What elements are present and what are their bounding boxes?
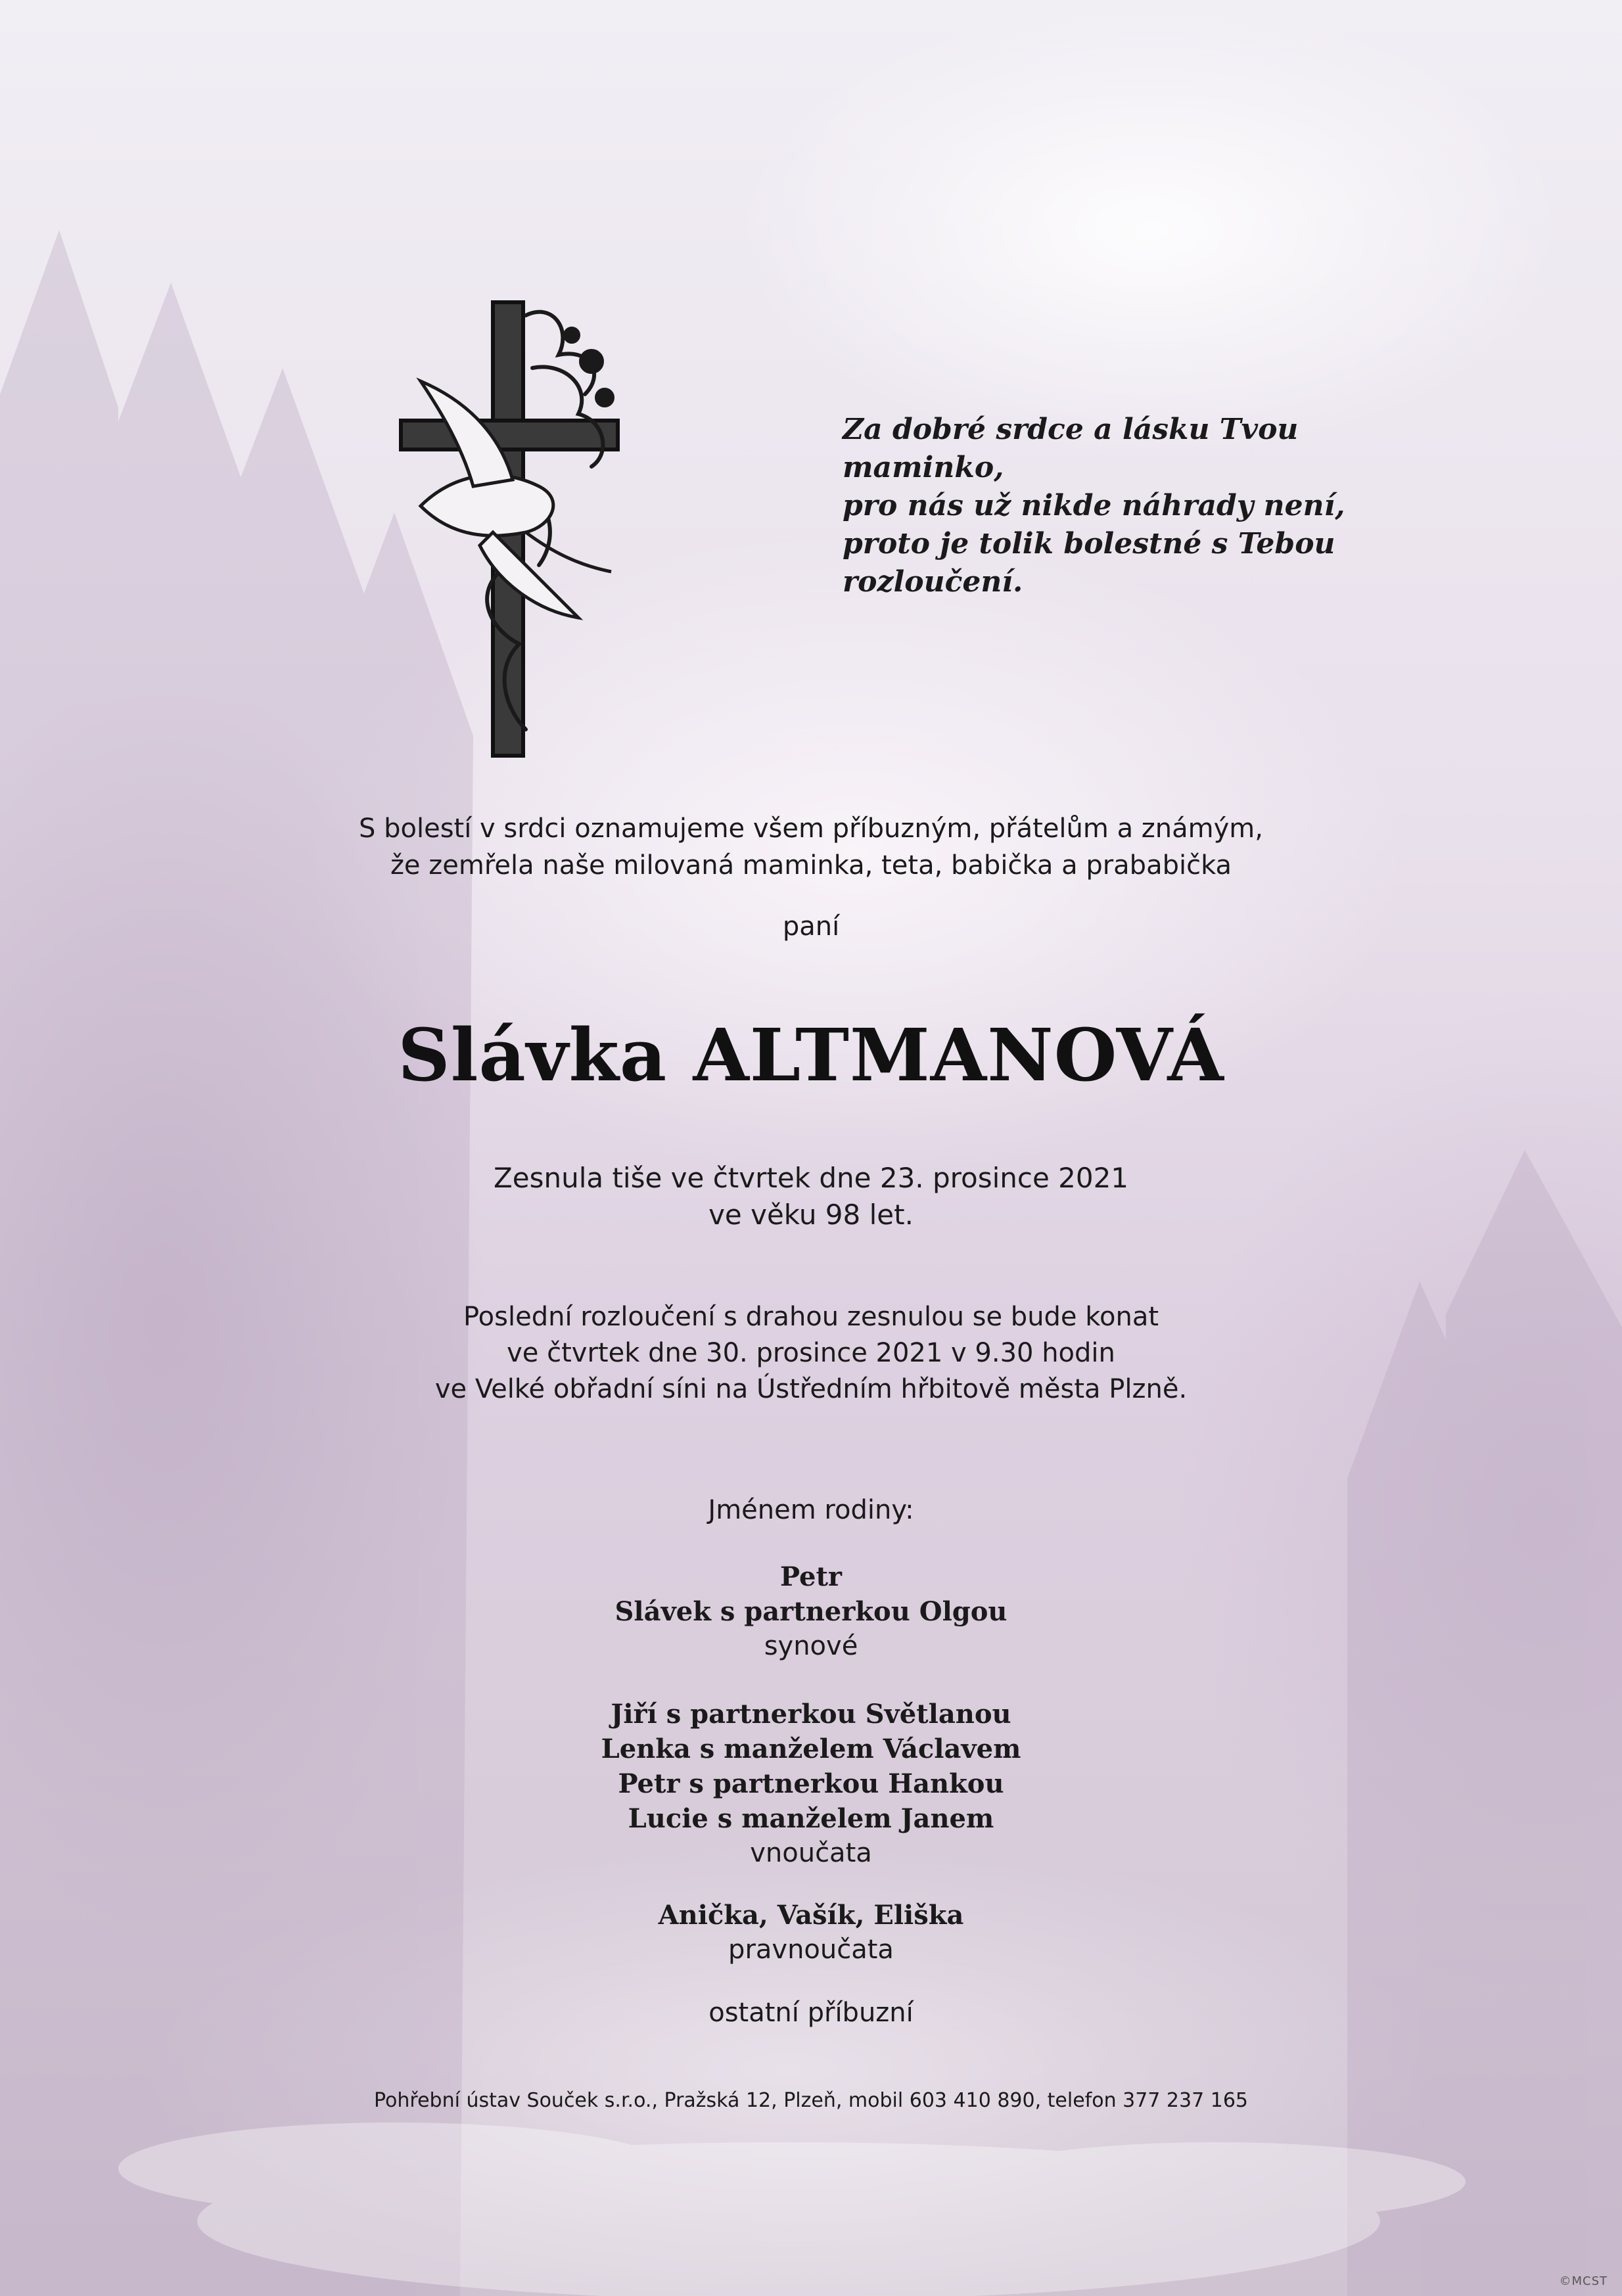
family-relation: synové: [764, 1631, 858, 1661]
death-notice: [0, 1160, 1622, 1233]
verse-line: pro nás už nikde náhrady není,: [843, 489, 1345, 522]
copyright-mark: ©MCST: [1559, 2274, 1608, 2288]
announcement-line: S bolestí v srdci oznamujeme všem příbuzným, přátelům a známým,: [359, 814, 1263, 844]
funeral-home-footer: Pohřební ústav Souček s.r.o., Pražská 12, Plzeň, mobil 603 410 890, telefon 377 237 165: [374, 2089, 1248, 2112]
family-member: Jiří s partnerkou Světlanou: [611, 1699, 1011, 1730]
family-member: Slávek s partnerkou Olgou: [614, 1596, 1008, 1627]
funeral-line: Poslední rozloučení s drahou zesnulou se bude konat: [463, 1302, 1159, 1332]
verse-line: maminko,: [843, 451, 1004, 484]
death-notice-line: Zesnula tiše ve čtvrtek dne 23. prosince 2021: [493, 1162, 1129, 1194]
cross-with-dove-icon: [394, 289, 631, 769]
family-member: Lucie s manželem Janem: [628, 1803, 994, 1834]
family-member: Petr s partnerkou Hankou: [618, 1768, 1004, 1799]
funeral-line: ve Velké obřadní síni na Ústředním hřbitově města Plzně.: [434, 1374, 1188, 1404]
family-group-great-grandchildren: [0, 1898, 1622, 1967]
family-member: Lenka s manželem Václavem: [601, 1733, 1021, 1764]
honorific: paní: [782, 911, 840, 942]
deceased-name: Slávka ALTMANOVÁ: [398, 1013, 1224, 1097]
verse-line: rozloučení.: [843, 565, 1023, 599]
family-group-sons: [0, 1559, 1622, 1664]
family-member: Petr: [779, 1561, 842, 1592]
other-relatives: ostatní příbuzní: [708, 1998, 914, 2028]
announcement-line: že zemřela naše milovaná maminka, teta, babička a prababička: [390, 850, 1232, 881]
family-member: Anička, Vašík, Eliška: [658, 1900, 964, 1931]
death-notice-line: ve věku 98 let.: [708, 1199, 914, 1231]
verse-line: proto je tolik bolestné s Tebou: [843, 527, 1335, 561]
memorial-verse: [843, 411, 1434, 601]
funeral-details: [0, 1299, 1622, 1408]
funeral-line: ve čtvrtek dne 30. prosince 2021 v 9.30 hodin: [507, 1338, 1115, 1368]
family-relation: pravnoučata: [728, 1935, 894, 1965]
family-relation: vnoučata: [750, 1838, 872, 1868]
family-title: Jménem rodiny:: [708, 1495, 914, 1525]
announcement-text: [0, 810, 1622, 884]
family-group-grandchildren: [0, 1697, 1622, 1871]
verse-line: Za dobré srdce a lásku Tvou: [843, 413, 1299, 446]
